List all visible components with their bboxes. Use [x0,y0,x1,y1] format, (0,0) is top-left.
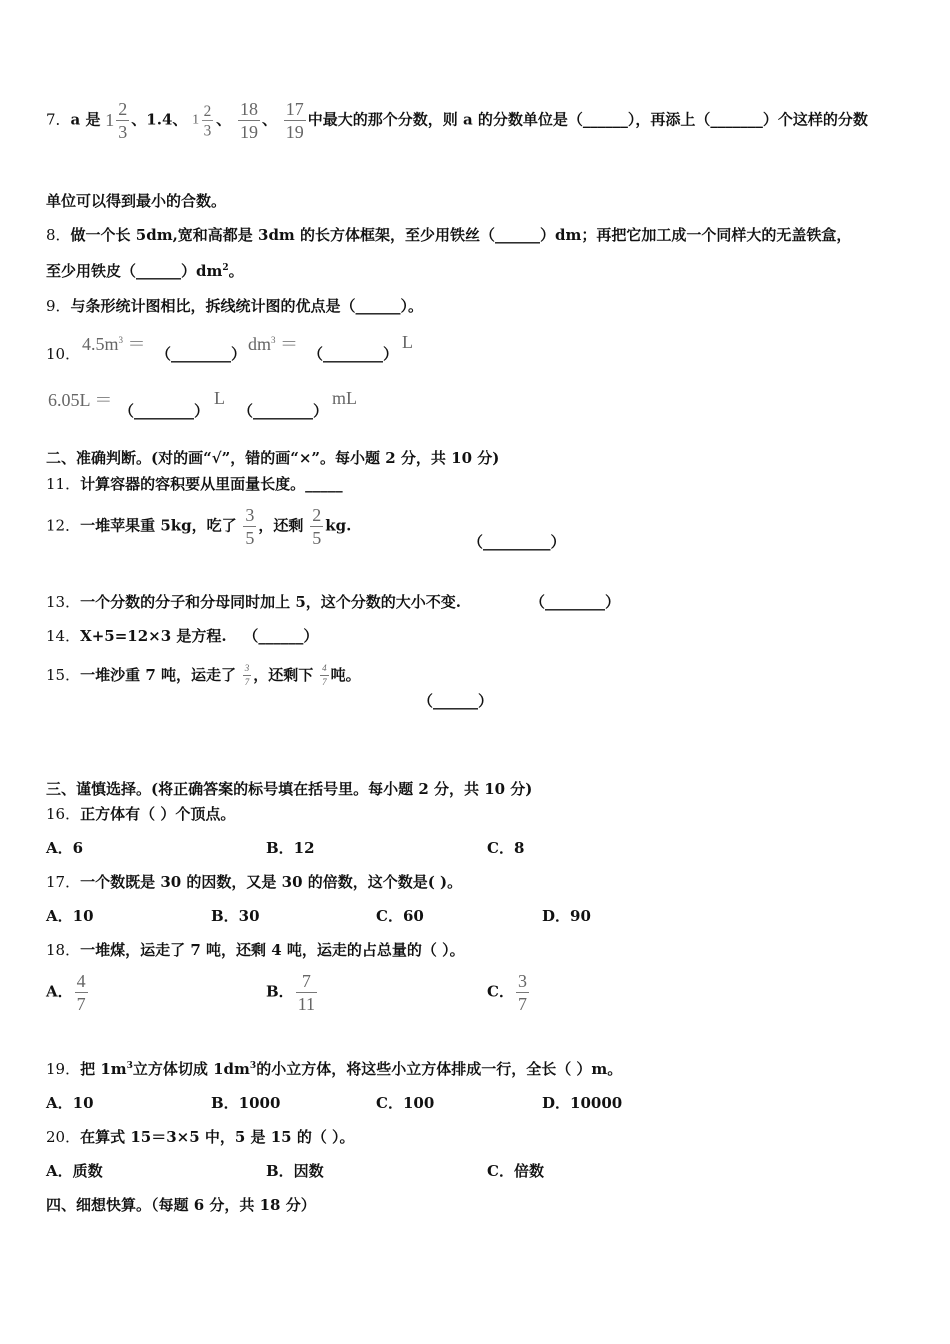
answer-blank[interactable]: （________） [119,402,210,420]
option-d[interactable]: D．90 [542,907,591,925]
option-c[interactable]: C．倍数 [487,1162,544,1180]
option-b[interactable]: B．1000 [211,1094,281,1112]
option-c[interactable]: C．60 [376,907,424,925]
question-14: 14．X+5=12×3 是方程. （______） [46,627,319,645]
volume-value: $4.5m^3$ ＝ [82,334,146,354]
section-4-title: 四、细想快算。（每题 6 分，共 18 分） [46,1196,316,1214]
fraction: $\frac{3}{5}$ [245,505,255,548]
section-3-title: 三、谨慎选择。(将正确答案的标号填在括号里。每小题 2 分，共 10 分) [46,780,533,798]
question-19: 19．把 $1m^3$立方体切成 $1dm^3$的小立方体，将这些小立方体排成一行，全长（ ）m。 [46,1060,623,1078]
answer-blank[interactable]: （________） [238,402,329,420]
fraction: $\frac{2}{3}$ [118,99,128,142]
fraction: $\frac{4}{7}$ [76,971,86,1014]
question-12: 12．一堆苹果重 5kg，吃了 $\frac{3}{5}$ ，还剩 $\frac{2}{5}$ kg. [46,505,352,548]
question-number: 7． [46,110,71,129]
option-a[interactable]: A．6 [46,839,84,857]
option-c[interactable]: C．8 [487,839,525,857]
question-8: 8．做一个长 5dm,宽和高都是 3dm 的长方体框架，至少用铁丝（______）dm；再把它加工成一个同样大的无盖铁盒， [46,226,852,244]
option-a[interactable]: A． $\frac{4}{7}$ [46,971,86,1014]
question-number: 12． [46,516,81,535]
question-17: 17．一个数既是 30 的因数，又是 30 的倍数，这个数是( )。 [46,873,463,891]
question-11: 11．计算容器的容积要从里面量长度。_____ [46,475,343,493]
fraction: $\frac{18}{19}$ [239,99,258,142]
answer-blank[interactable]: （_________） [468,533,566,551]
option-b[interactable]: B．30 [211,907,260,925]
section-2-title: 二、准确判断。(对的画“√”，错的画“×”。每小题 2 分，共 10 分) [46,449,500,467]
mixed-whole: 1 [192,112,200,128]
question-number: 20． [46,1128,81,1146]
question-9: 9．与条形统计图相比，拆线统计图的优点是（______）。 [46,297,424,315]
question-18: 18．一堆煤，运走了 7 吨，还剩 4 吨，运走的占总量的（ ）。 [46,941,465,959]
question-8-line2: 至少用铁皮$(\_\_\_\_\_\_)dm^2$。 [46,262,244,280]
option-b[interactable]: B． $\frac{7}{11}$ [266,971,316,1014]
question-number: 19． [46,1060,81,1078]
option-b[interactable]: B．因数 [266,1162,324,1180]
unit-mL: mL [332,388,357,408]
answer-blank[interactable]: （______） [243,627,319,645]
mixed-whole: 1 [105,110,115,130]
option-c[interactable]: C． $\frac{3}{7}$ [487,971,527,1014]
answer-blank[interactable]: （______） [418,692,494,710]
question-15: 15．一堆沙重 7 吨，运走了 $\frac{3}{7}$ ，还剩下 $\frac{4}{7}$ 吨。 [46,663,361,687]
fraction: $\frac{2}{3}$ [203,102,212,139]
option-a[interactable]: A．质数 [46,1162,103,1180]
fraction: $\frac{4}{7}$ [322,663,327,687]
fraction: $\frac{17}{19}$ [285,99,304,142]
answer-blank[interactable]: （________） [308,345,399,363]
question-number: 16． [46,805,81,823]
question-number: 9． [46,297,71,315]
question-7: 7．a 是 1 $\frac{2}{3}$ 、1.4、 1 $\frac{2}{3}$ 、 $\frac{18}{19}$ 、 $\frac{17}{19}$ 中最大的那个分数，则 a 的分数单位是（______），再添上（_______）个这样的分数 [46,99,868,142]
question-20: 20．在算式 15＝3×5 中，5 是 15 的（ ）。 [46,1128,355,1146]
option-c[interactable]: C．100 [376,1094,435,1112]
question-number: 8． [46,226,71,244]
unit-dm3: $dm^3$ ＝ [248,334,299,354]
fraction: $\frac{7}{11}$ [297,971,316,1014]
answer-blank[interactable]: （________） [156,345,247,363]
question-number: 18． [46,941,81,959]
option-a[interactable]: A．10 [46,1094,94,1112]
volume-value: 6.05L ＝ [48,390,113,410]
fraction: $\frac{3}{7}$ [517,971,527,1014]
question-7-line2: 单位可以得到最小的合数。 [46,192,227,210]
answer-blank[interactable]: （________） [530,593,621,611]
question-10-number: 10． [46,345,81,363]
option-a[interactable]: A．10 [46,907,94,925]
option-d[interactable]: D．10000 [542,1094,623,1112]
fraction: $\frac{3}{7}$ [244,663,250,687]
question-number: 17． [46,873,81,891]
question-number: 11． [46,475,81,493]
question-number: 14． [46,627,81,645]
question-number: 15． [46,666,81,684]
question-16: 16．正方体有（ ）个顶点。 [46,805,236,823]
fraction: $\frac{2}{5}$ [312,505,322,548]
option-b[interactable]: B．12 [266,839,315,857]
unit-L: L [214,388,225,408]
question-number: 13． [46,593,81,611]
question-13: 13．一个分数的分子和分母同时加上 5，这个分数的大小不变. [46,593,461,611]
unit-L: L [402,332,413,352]
